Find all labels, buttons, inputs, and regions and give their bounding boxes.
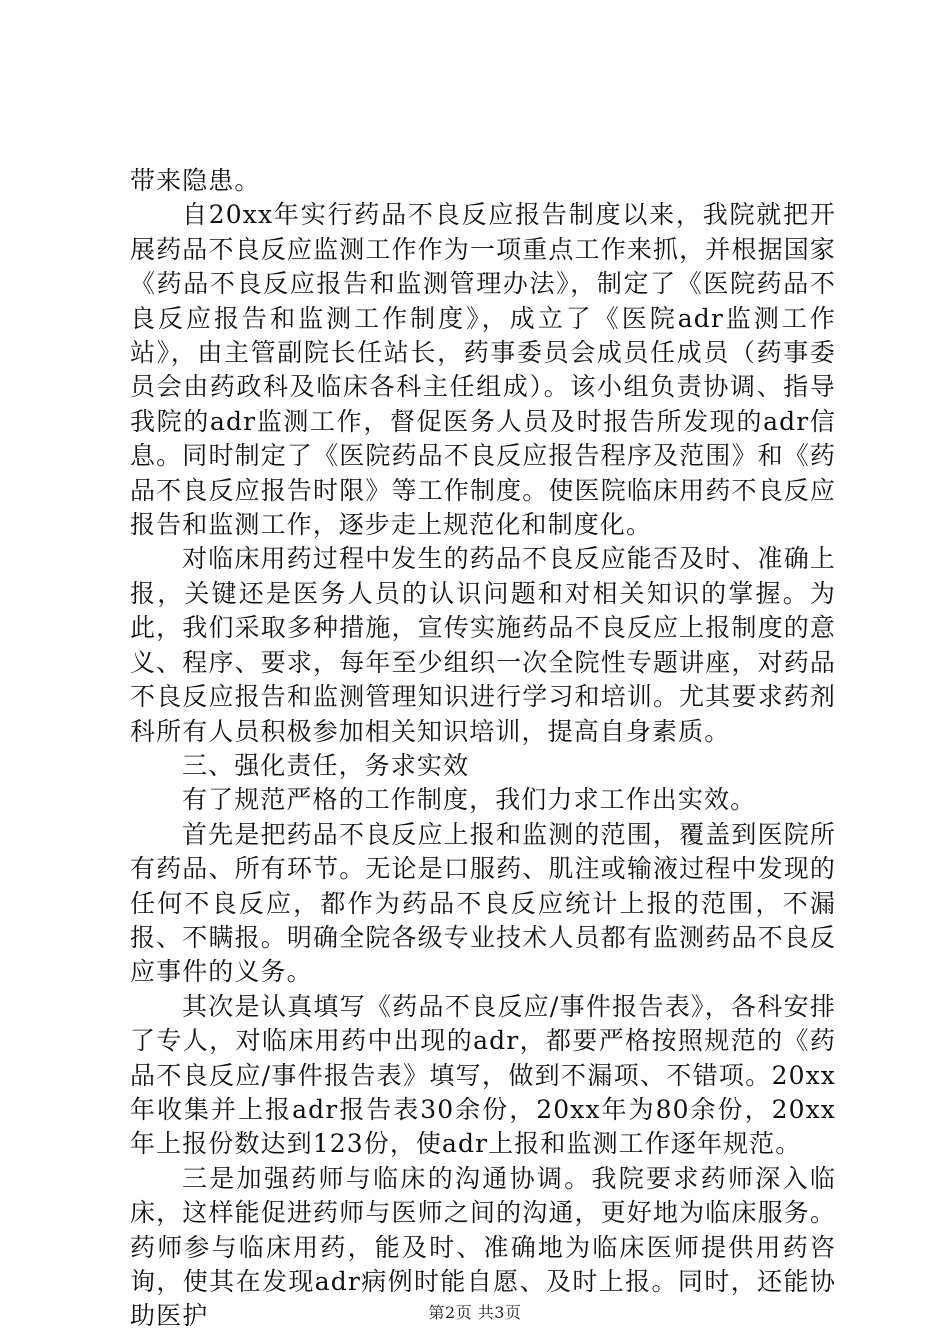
paragraph-adr-system: 自20xx年实行药品不良反应报告制度以来，我院就把开展药品不良反应监测工作作为一项重点工作来抓，并根据国家《药品不良反应报告和监测管理办法》，制定了《医院药品不良反应报告和监测工作制度》，成立了《医院adr监测工作站》，由主管副院长任站长，药事委员会成员任成员（药事委员会由药政科及临床各科主任组成）。该小组负责协调、指导我院的adr监测工作，督促医务人员及时报告所发现的adr信息。同时制定了《医院药品不良反应报告程序及范围》和《药品不良反应报告时限》等工作制度。使医院临床用药不良反应报告和监测工作，逐步走上规范化和制度化。 [130, 200, 836, 540]
paragraph-third: 三是加强药师与临床的沟通协调。我院要求药师深入临床，这样能促进药师与医师之间的沟通，更好地为临床服务。药师参与临床用药，能及时、准确地为临床医师提供用药咨询，使其在发现adr病例时能自愿、及时上报。同时，还能协助医护 [130, 1163, 836, 1331]
page-number-footer: 第2页 共3页 [428, 1303, 522, 1322]
paragraph-intro: 有了规范严格的工作制度，我们力求工作出实效。 [182, 785, 757, 815]
paragraph-training: 对临床用药过程中发生的药品不良反应能否及时、准确上报，关键还是医务人员的认识问题和对相关知识的掌握。为此，我们采取多种措施，宣传实施药品不良反应上报制度的意义、程序、要求，每年至少组织一次全院性专题讲座，对药品不良反应报告和监测管理知识进行学习和培训。尤其要求药剂科所有人员积极参加相关知识培训，提高自身素质。 [130, 544, 836, 746]
paragraph-first: 首先是把药品不良反应上报和监测的范围，覆盖到医院所有药品、所有环节。无论是口服药、肌注或输液过程中发现的任何不良反应，都作为药品不良反应统计上报的范围，不漏报、不瞒报。明确全院各级专业技术人员都有监测药品不良反应事件的义务。 [130, 819, 836, 987]
section-heading: 三、强化责任，务求实效 [182, 750, 470, 780]
paragraph-second: 其次是认真填写《药品不良反应/事件报告表》，各科安排了专人，对临床用药中出现的adr，都要严格按照规范的《药品不良反应/事件报告表》填写，做到不漏项、不错项。20xx年收集并上报adr报告表30余份，20xx年为80余份，20xx年上报份数达到123份，使adr上报和监测工作逐年规范。 [130, 991, 836, 1159]
document-body [130, 164, 836, 1334]
paragraph-continuation: 带来隐患。 [130, 166, 261, 195]
